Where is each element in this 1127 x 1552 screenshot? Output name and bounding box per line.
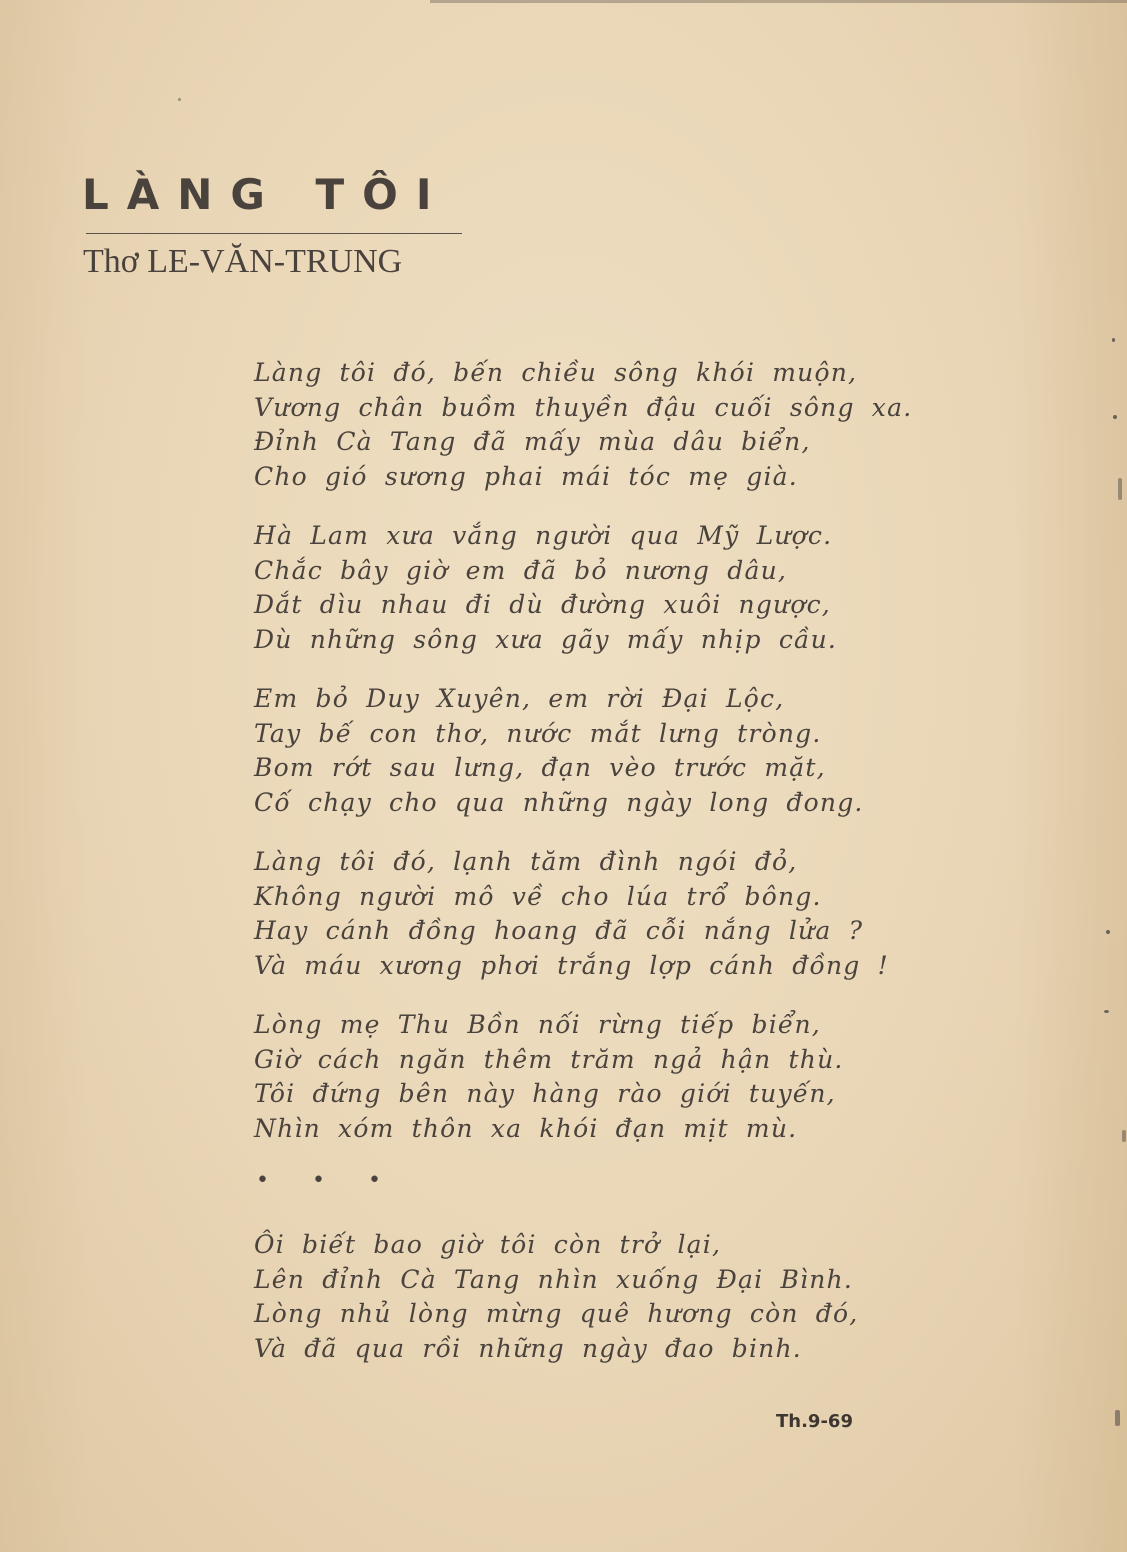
poem-line: Làng tôi đó, bến chiều sông khói muộn, [254, 358, 858, 387]
title-rule [86, 233, 462, 234]
poem-line: Đỉnh Cà Tang đã mấy mùa dâu biển, [254, 427, 811, 456]
paper-speck [1104, 1010, 1109, 1013]
poem-line: Nhìn xóm thôn xa khói đạn mịt mù. [254, 1113, 798, 1143]
poem-line: Lên đỉnh Cà Tang nhìn xuống Đại Bình. [254, 1264, 853, 1294]
paper-speck [1113, 415, 1117, 419]
poem-line: Bom rớt sau lưng, đạn vèo trước mặt, [254, 753, 826, 782]
poem-line: Lòng nhủ lòng mừng quê hương còn đó, [254, 1299, 859, 1328]
poem-line: Giờ cách ngăn thêm trăm ngả hận thù. [254, 1044, 844, 1074]
stanza-final [254, 1228, 914, 1366]
poem-line: Lòng mẹ Thu Bồn nối rừng tiếp biển, [254, 1010, 821, 1039]
stanza-1 [254, 356, 914, 494]
stanza-5 [254, 1008, 914, 1146]
poem-line: Cho gió sương phai mái tóc mẹ già. [254, 461, 798, 491]
poem-line: Vương chân buồm thuyền đậu cuối sông xa. [254, 392, 913, 422]
stanza-4 [254, 845, 914, 983]
poem-line: Và máu xương phơi trắng lợp cánh đồng ! [254, 950, 889, 980]
poem-line: Tôi đứng bên này hàng rào giới tuyến, [254, 1079, 836, 1108]
author-byline: Thơ LE-VĂN-TRUNG [83, 243, 403, 280]
stanza-2 [254, 519, 914, 657]
poem-line: Dắt dìu nhau đi dù đường xuôi ngược, [254, 590, 831, 619]
paper-speck [1106, 930, 1110, 934]
paper-speck [1115, 1410, 1120, 1426]
poem-line: Và đã qua rồi những ngày đao binh. [254, 1333, 802, 1363]
poem-line: Làng tôi đó, lạnh tăm đình ngói đỏ, [254, 847, 798, 876]
page-edge-line [430, 0, 1127, 3]
paper-speck [1118, 478, 1122, 500]
poem-title: LÀNG TÔI [82, 170, 450, 219]
stanza-3 [254, 682, 914, 820]
poem-line: Hà Lam xưa vắng người qua Mỹ Lược. [254, 521, 833, 550]
poem-line: Chắc bây giờ em đã bỏ nương dâu, [254, 555, 788, 585]
poem-line: Hay cánh đồng hoang đã cỗi nắng lửa ? [254, 916, 864, 945]
poem-line: Em bỏ Duy Xuyên, em rời Đại Lộc, [254, 684, 785, 713]
poem-date: Th.9-69 [776, 1411, 853, 1432]
paper-speck [1122, 1130, 1126, 1142]
section-separator: • • • [256, 1168, 399, 1193]
poem-line: Cố chạy cho qua những ngày long đong. [254, 787, 864, 817]
poem-body [254, 356, 914, 1391]
poem-line: Tay bế con thơ, nước mắt lưng tròng. [254, 718, 822, 748]
paper-speck [1112, 338, 1115, 342]
poem-line: Không người mô về cho lúa trổ bông. [254, 881, 822, 911]
poem-line: Ôi biết bao giờ tôi còn trở lại, [254, 1230, 722, 1259]
poem-line: Dù những sông xưa gãy mấy nhịp cầu. [254, 624, 838, 654]
paper-speck [178, 98, 181, 101]
